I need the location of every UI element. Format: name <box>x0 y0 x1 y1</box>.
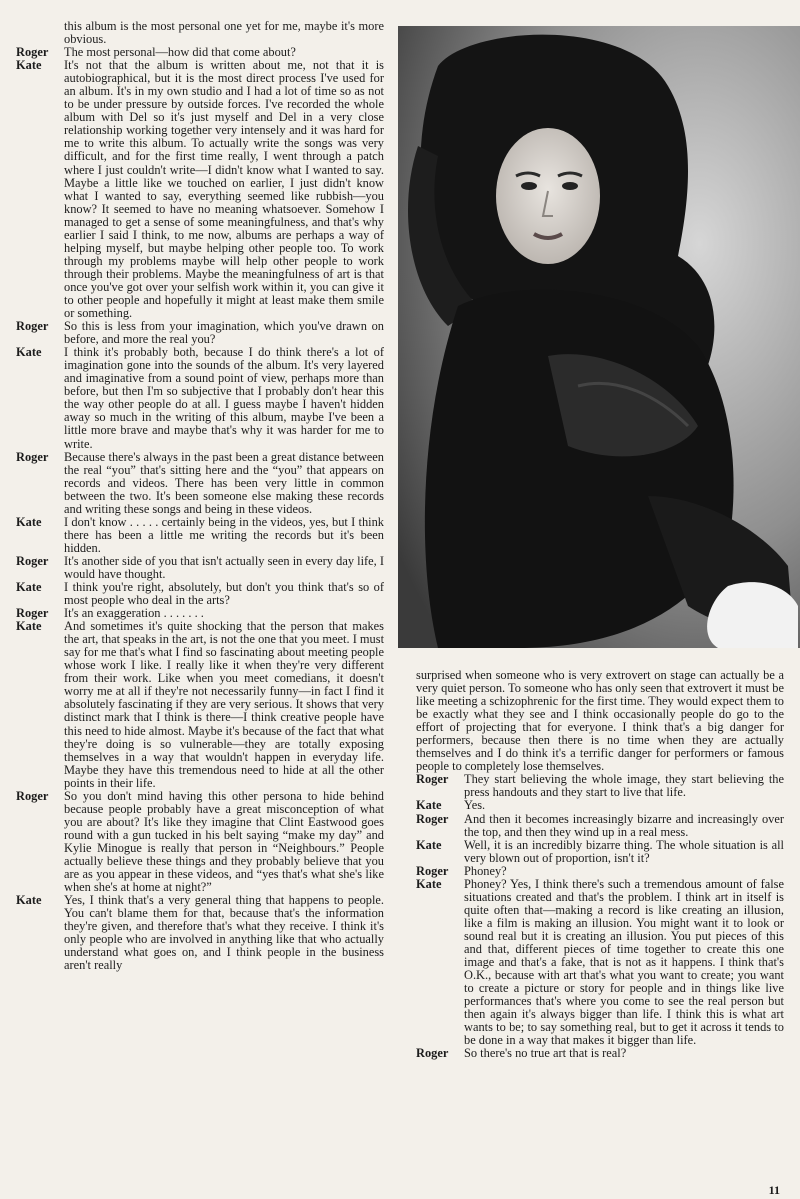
speaker-text: And then it becomes increasingly bizarre and increasingly over the top, and then they wind up in a real mess. <box>464 811 784 839</box>
portrait-photo <box>398 26 800 648</box>
speaker-name: Roger <box>16 45 49 60</box>
speaker-name: Kate <box>16 580 42 595</box>
speaker-text: I think you're right, absolutely, but don't you think that's so of most people who deal in the arts? <box>64 580 384 608</box>
left-column <box>16 20 384 972</box>
speaker-name: Kate <box>416 798 442 813</box>
speaker-name: Roger <box>16 788 49 803</box>
speaker-text: Phoney? Yes, I think there's such a tremendous amount of false situations created and that's the problem. I think art in itself is quite often that—making a record is like creating an illusion, like a film is making an illusion. You might want it to look or sound real but it is creating an illusion. You put pieces of this and that, different pieces of time together to create this one image and that's a fake, that is not as it happens. I think that's O.K., because with art that's what you want to create; you want to create a picture or story for people and in things like live performances that's where you come to see the real person but then again it's always bigger than life. I think this is what art wants to be; to say something real, but to get it across it tends to be done in a way that makes it bigger than life. <box>464 876 784 1048</box>
speaker-text: They start believing the whole image, they start believing the press handouts and they start to live that life. <box>464 772 784 800</box>
dialogue-turn <box>16 555 384 581</box>
speaker-name: Kate <box>16 619 42 634</box>
dialogue-turn <box>16 320 384 346</box>
speaker-text: And sometimes it's quite shocking that the person that makes the art, that speaks in the art, is not the one that you meet. I must say for me that's what I find so fascinating about meeting people whose work I like. I really like it when they're very different from their work. Like when you meet comedians, it doesn't worry me at all if they're not necessarily funny—in fact I find it absolutely fascinating if they are very serious. It shows that very distinct mark that I think is there—I think creative people have this need to hide almost. Maybe it's because of the fact that what they're doing is so vulnerable—they are totally exposing themselves in a way that wouldn't happen in everyday life. Maybe they have this tremendous need to hide at all the other points in their life. <box>64 619 385 790</box>
continued-paragraph: surprised when someone who is very extrovert on stage can actually be a very quiet person. To someone who has only seen that extrovert it must be like meeting a schizophrenic for the first time. They would expect them to be exactly what they see and I think occasionally people do go to the effort of projecting that for everyone. I think that's a big danger for performers, because then there is no time when they are actually themselves and I do think it's a terrific danger for performers or famous people to completely lose themselves. <box>416 668 784 774</box>
dialogue-turn <box>416 773 784 799</box>
portrait-image <box>398 26 800 648</box>
dialogue-turn <box>416 799 784 812</box>
dialogue-turn <box>416 1047 784 1060</box>
dialogue-turn <box>16 59 384 320</box>
speaker-text: Well, it is an incredibly bizarre thing. The whole situation is all very blown out of proportion, isn't it? <box>464 837 784 865</box>
speaker-name: Kate <box>16 514 42 529</box>
speaker-name: Roger <box>416 863 449 878</box>
dialogue-turn <box>416 839 784 865</box>
speaker-text: It's an exaggeration . . . . . . . <box>64 606 204 621</box>
dialogue-list <box>16 46 384 972</box>
page-number: 11 <box>768 1183 780 1197</box>
speaker-text: It's another side of you that isn't actually seen in every day life, I would have thought. <box>64 553 384 581</box>
speaker-text: I don't know . . . . . certainly being in the videos, yes, but I think there has been a little me writing the records but it's been hidden. <box>64 514 384 555</box>
speaker-name: Roger <box>416 811 449 826</box>
speaker-name: Roger <box>416 772 449 787</box>
dialogue-turn <box>16 894 384 972</box>
dialogue-turn <box>416 878 784 1048</box>
speaker-text: Yes, I think that's a very general thing that happens to people. You can't blame them for that, because that's the information they're given, and therefore that's what they receive. I think it's only people who are involved in anything like that who actually understand what goes on, and I think people in the business aren't really <box>64 893 384 973</box>
dialogue-turn <box>16 790 384 894</box>
dialogue-turn <box>16 451 384 516</box>
speaker-text: So there's no true art that is real? <box>464 1046 627 1061</box>
dialogue-turn <box>416 813 784 839</box>
speaker-name: Kate <box>416 837 442 852</box>
speaker-text: So you don't mind having this other persona to hide behind because people probably have a great misconception of what you are about? It's like they imagine that Clint Eastwood goes round with a gun tucked in his belt saying “make my day” and Kylie Minogue is really that person in “Neighbours.” People actually believe these things and they probably believe that you are as you appear in these videos, and “yes that's what she's like when she's at home at night?” <box>64 788 384 895</box>
dialogue-turn <box>16 516 384 555</box>
speaker-text: Because there's always in the past been a great distance between the real “you” that's sitting here and the “you” that appears on records and videos. There has been very little in common between the two. It's been someone else making these records and writing these songs and being in these videos. <box>64 449 384 516</box>
speaker-name: Roger <box>16 319 49 334</box>
dialogue-turn <box>416 865 784 878</box>
speaker-text: The most personal—how did that come about? <box>64 45 296 60</box>
right-column <box>416 669 784 1060</box>
dialogue-list <box>416 773 784 1060</box>
speaker-text: I think it's probably both, because I do think there's a lot of imagination gone into the sounds of the album. It's very layered and imaginative from a sound point of view, perhaps more than before, but then I'm so subjective that I probably don't hear this the way other people do at all. I guess maybe I haven't hidden away so much in the writing of this album, maybe I've been a little more brave and maybe that's why it was harder for me to write. <box>64 345 384 451</box>
intro-paragraph: this album is the most personal one yet for me, maybe it's more obvious. <box>64 19 384 47</box>
speaker-name: Kate <box>16 345 42 360</box>
dialogue-turn <box>16 346 384 450</box>
speaker-text: It's not that the album is written about me, not that it is autobiographical, but it is the most direct process I've used for an album. It's in my own studio and I had a lot of time so as not to be under pressure by outside forces. I've recorded the whole album with Del so it's just myself and Del in a very close relationship working together very intensely and it was hard for me to write this album. To actually write the songs was very difficult, and for the first time really, I went through a patch where I just couldn't write—I didn't know what I wanted to say. Maybe a little like we touched on earlier, I just didn't know what I wanted to say, everything seemed like rubbish—you know? It seemed to have no meaning whatsoever. Somehow I managed to get a sense of some meaningfulness, and that's why earlier I said I think, to me now, albums are perhaps a way of helping myself, but maybe helping other people too. To work through my problems maybe will help other people to work through their problems. Maybe the meaningfulness of art is that once you've got over your selfish work within it, you can give it to other people and hopefully it might at least make them smile or something. <box>64 58 384 321</box>
dialogue-turn <box>16 581 384 607</box>
speaker-text: Yes. <box>464 798 486 813</box>
speaker-name: Kate <box>16 893 42 908</box>
speaker-name: Roger <box>16 553 49 568</box>
speaker-text: Phoney? <box>464 863 507 878</box>
dialogue-turn <box>16 620 384 790</box>
speaker-name: Roger <box>416 1046 449 1061</box>
speaker-name: Roger <box>16 606 49 621</box>
speaker-text: So this is less from your imagination, which you've drawn on before, and more the real you? <box>64 319 384 347</box>
speaker-name: Kate <box>416 876 442 891</box>
speaker-name: Roger <box>16 449 49 464</box>
speaker-name: Kate <box>16 58 42 73</box>
